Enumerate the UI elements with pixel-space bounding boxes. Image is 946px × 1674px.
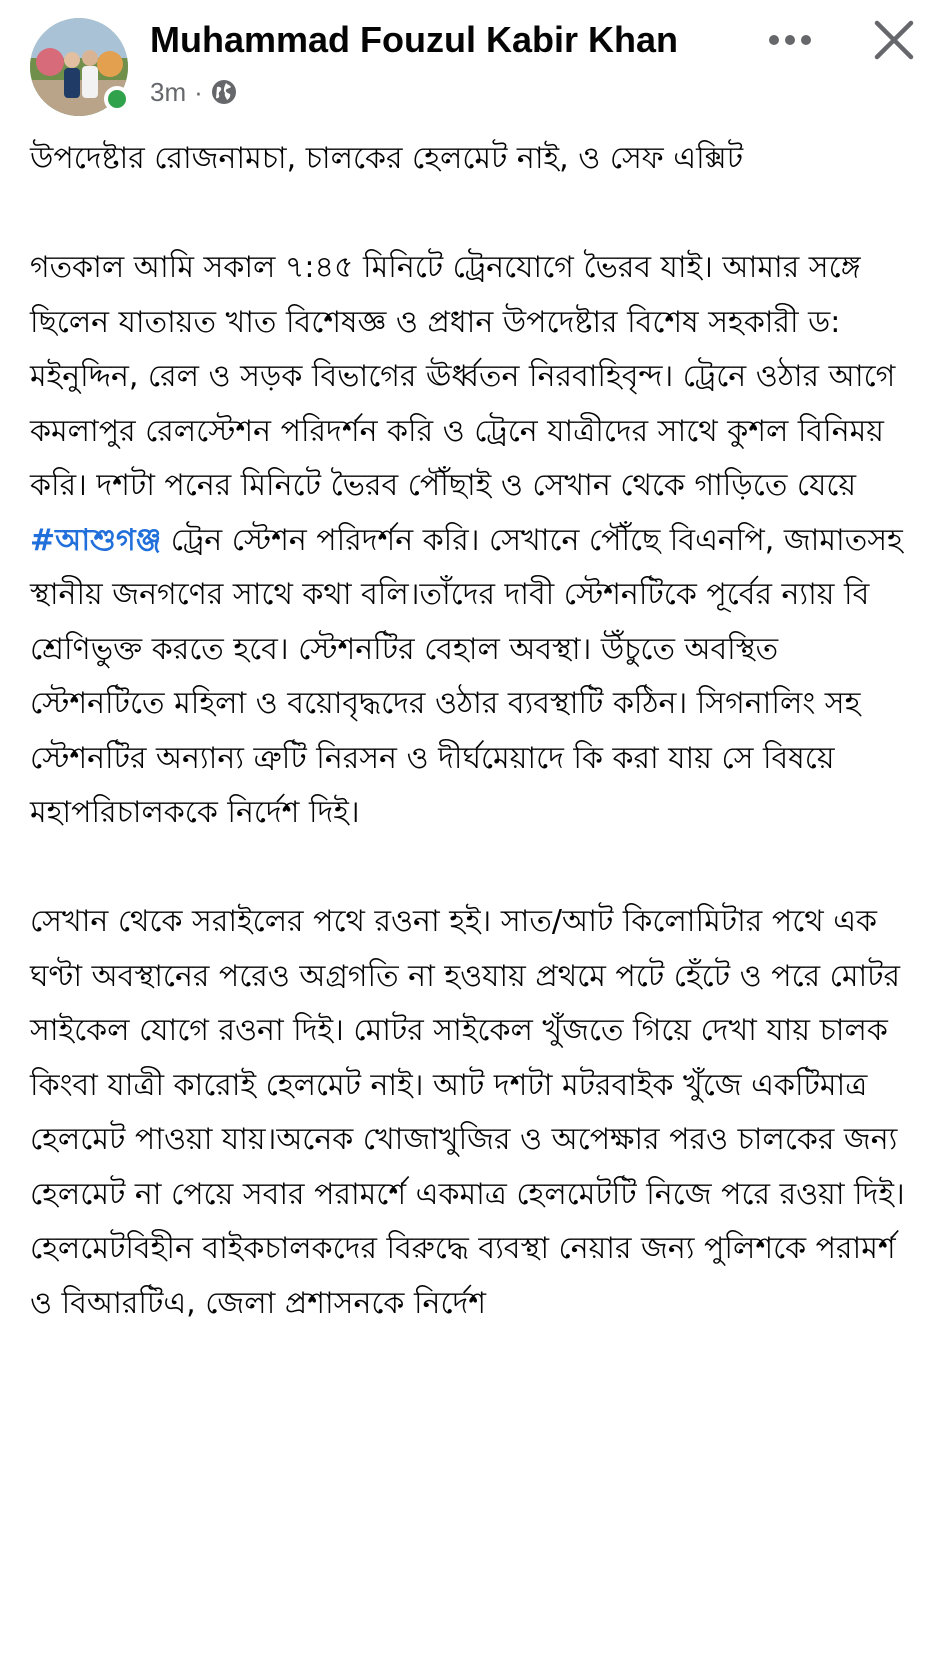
- globe-icon[interactable]: [211, 79, 237, 105]
- more-options-button[interactable]: [760, 18, 820, 62]
- post-paragraph: [30, 241, 920, 841]
- post-meta: [150, 74, 237, 110]
- post-header: [0, 0, 946, 128]
- hashtag-link[interactable]: #আশুগঞ্জ: [30, 522, 162, 558]
- post-text: [30, 132, 920, 1386]
- avatar[interactable]: [30, 18, 128, 116]
- author-name[interactable]: Muhammad Fouzul Kabir Khan: [150, 19, 679, 60]
- paragraph-text: ট্রেন স্টেশন পরিদর্শন করি। সেখানে পৌঁছে বিএনপি, জামাতসহ স্থানীয় জনগণের সাথে কথা বলি।তাঁদের দাবী স্টেশনটিকে পূর্বের ন্যায় বি শ্রেণিভুক্ত করতে হবে। স্টেশনটির বেহাল অবস্থা। উঁচুতে অবস্থিত স্টেশনটিতে মহিলা ও বয়োবৃদ্ধদের ওঠার ব্যবস্থাটি কঠিন। সিগনালিং সহ স্টেশনটির অন্যান্য ত্রুটি নিরসন ও দীর্ঘমেয়াদে কি করা যায় সে বিষয়ে মহাপরিচালককে নির্দেশ দিই।: [30, 522, 903, 830]
- paragraph-text: গতকাল আমি সকাল ৭:৪৫ মিনিটে ট্রেনযোগে ভৈরব যাই। আমার সঙ্গে ছিলেন যাতায়ত খাত বিশেষজ্ঞ ও প্রধান উপদেষ্টার বিশেষ সহকারী ড: মইনুদ্দিন, রেল ও সড়ক বিভাগের ঊর্ধ্বতন নিরবাহিবৃন্দ। ট্রেনে ওঠার আগে কমলাপুর রেলস্টেশন পরিদর্শন করি ও ট্রেনে যাত্রীদের সাথে কুশল বিনিময় করি। দশটা পনের মিনিটে ভৈরব পৌঁছাই ও সেখান থেকে গাড়িতে যেয়ে: [30, 250, 896, 503]
- post-title-paragraph: উপদেষ্টার রোজনামচা, চালকের হেলমেট নাই, ও সেফ এক্সিট: [30, 141, 744, 176]
- post-paragraph: সেখান থেকে সরাইলের পথে রওনা হই। সাত/আট কিলোমিটার পথে এক ঘণ্টা অবস্থানের পরেও অগ্রগতি না হওযায় প্রথমে পটে হেঁটে ও পরে মোটর সাইকেল যোগে রওনা দিই। মোটর সাইকেল খুঁজতে গিয়ে দেখা যায় চালক কিংবা যাত্রী কারোই হেলমেট নাই। আট দশটা মটরবাইক খুঁজে একটিমাত্র হেলমেট পাওয়া যায়।অনেক খোজাখুজির ও অপেক্ষার পরও চালকের জন্য হেলমেট না পেয়ে সবার পরামর্শে একমাত্র হেলমেটটি নিজে পরে রওয়া দিই। হেলমেটবিহীন বাইকচালকদের বিরুদ্ধে ব্যবস্থা নেয়ার জন্য পুলিশকে পরামর্শ ও বিআরটিএ, জেলা প্রশাসনকে নির্দেশ: [30, 904, 905, 1321]
- more-dots-icon: [768, 34, 812, 46]
- meta-separator: ·: [194, 76, 203, 107]
- post-time[interactable]: 3m: [150, 76, 187, 107]
- online-status-dot: [104, 86, 130, 112]
- close-icon: [873, 19, 915, 61]
- close-button[interactable]: [868, 14, 920, 66]
